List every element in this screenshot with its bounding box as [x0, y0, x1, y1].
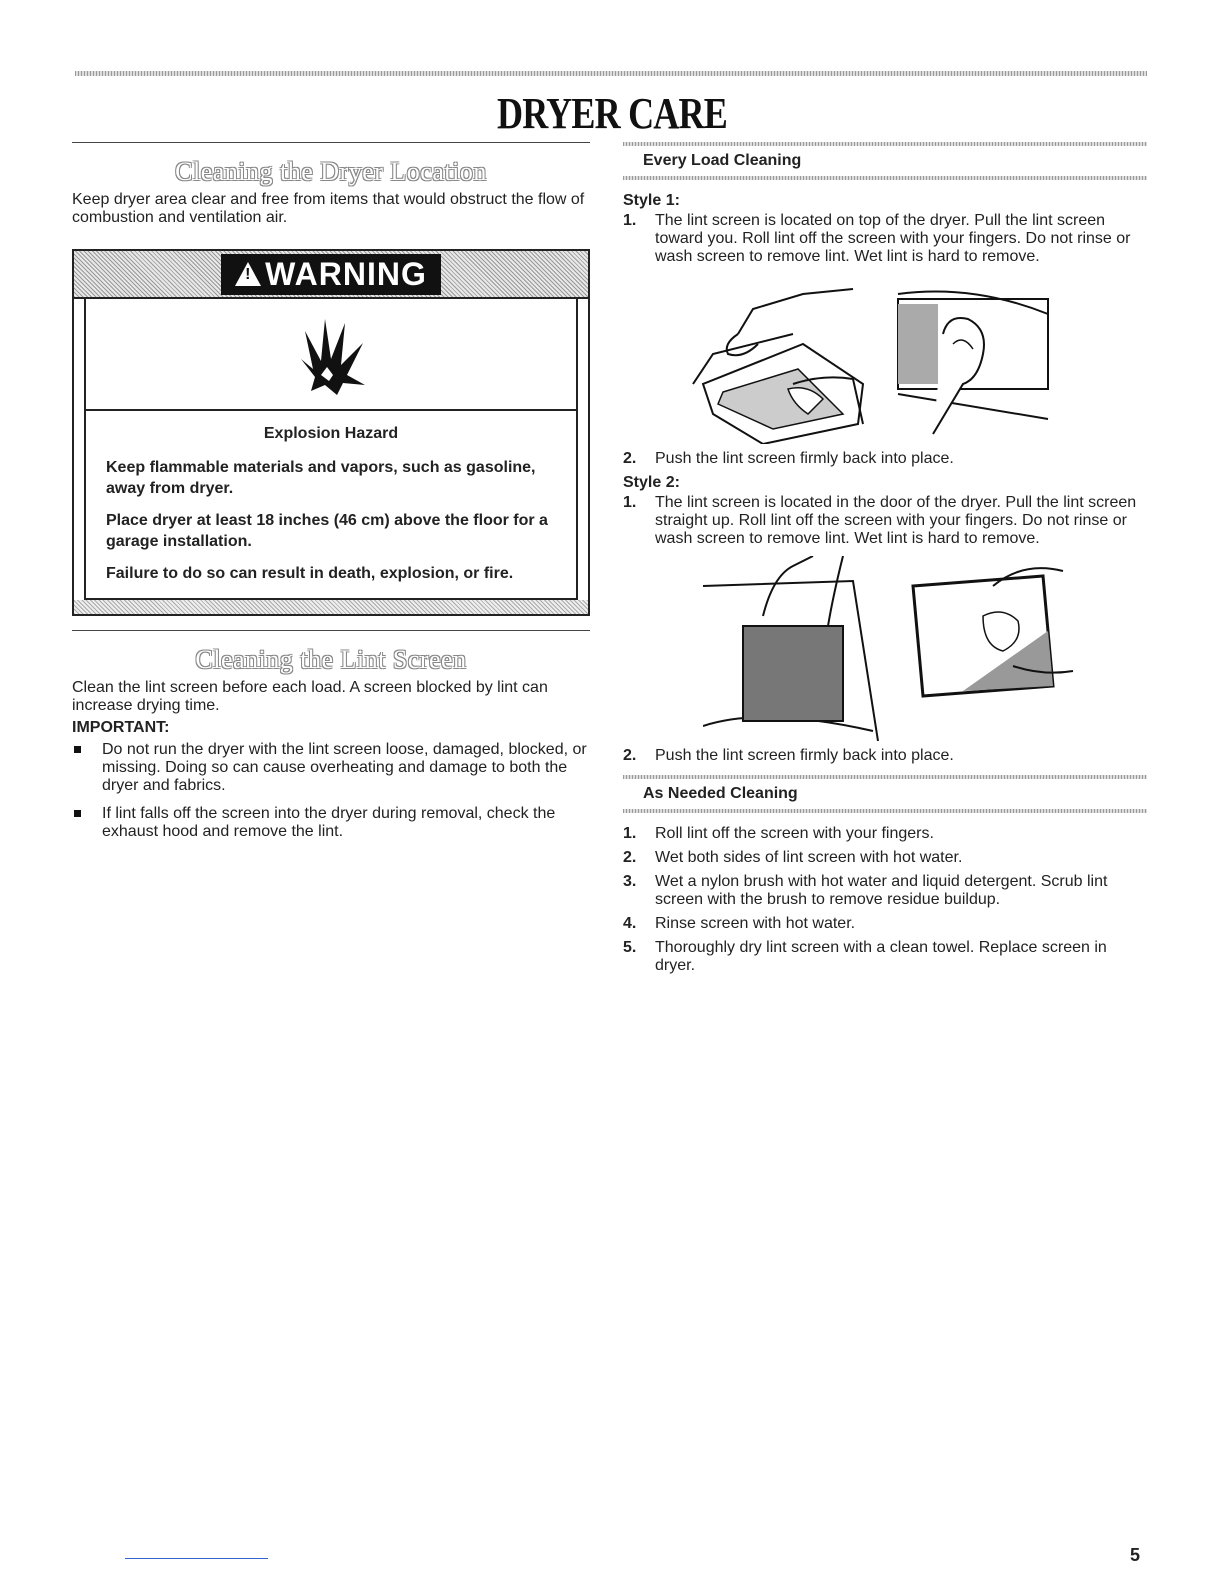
- list-item: 1. Roll lint off the screen with your fingers.: [623, 825, 934, 842]
- warning-line: Failure to do so can result in death, explosion, or fire.: [106, 565, 514, 582]
- style2-steps-cont: [623, 747, 1147, 765]
- warning-label: WARNING: [265, 255, 427, 292]
- subsection-rule: [623, 176, 1147, 180]
- page-title: DRYER CARE: [496, 89, 728, 138]
- as-needed-heading: As Needed Cleaning: [643, 785, 798, 802]
- style1-label: Style 1:: [623, 192, 680, 209]
- style2-steps: [623, 494, 1147, 548]
- location-heading: Cleaning the Dryer Location: [175, 157, 487, 186]
- list-item: 2. Push the lint screen firmly back into place.: [623, 747, 954, 764]
- lint-screen-clean-illustration: [903, 556, 1083, 716]
- warning-box: [72, 249, 590, 616]
- list-item: 1. The lint screen is located in the door of the dryer. Pull the lint screen straight up. Roll lint off the screen with your fingers. Do not rinse or wash screen to remove lint. Wet lint is hard to remove.: [623, 494, 1137, 547]
- as-needed-steps: [623, 825, 1147, 975]
- lint-bullets: [72, 741, 590, 841]
- list-item: 2. Push the lint screen firmly back into place.: [623, 450, 954, 467]
- important-label: IMPORTANT:: [72, 719, 170, 736]
- style1-illustrations: [683, 274, 1147, 444]
- top-rule: [75, 71, 1147, 76]
- subsection-rule: [623, 809, 1147, 813]
- lint-heading: Cleaning the Lint Screen: [195, 645, 467, 674]
- lint-screen-roll-illustration: [893, 274, 1053, 444]
- page-number: 5: [1130, 1545, 1141, 1565]
- list-item: 4. Rinse screen with hot water.: [623, 915, 856, 932]
- list-item: If lint falls off the screen into the dryer during removal, check the exhaust hood and remove the lint.: [72, 805, 590, 841]
- warning-triangle-icon: !: [235, 262, 261, 286]
- warning-header: [74, 251, 588, 299]
- lint-screen-top-illustration: [683, 274, 873, 444]
- explosion-icon: [291, 309, 371, 399]
- section-rule: [72, 630, 590, 631]
- left-column: [72, 142, 590, 851]
- lint-screen-door-illustration: [703, 556, 883, 741]
- footer-line: [125, 1558, 268, 1559]
- style2-label: Style 2:: [623, 474, 680, 491]
- warning-body: [84, 411, 578, 600]
- lint-text: Clean the lint screen before each load. A screen blocked by lint can increase drying time.: [72, 679, 548, 714]
- style2-illustrations: [703, 556, 1147, 741]
- list-item: 3. Wet a nylon brush with hot water and liquid detergent. Scrub lint screen with the brush to remove residue buildup.: [623, 873, 1108, 908]
- list-item: 5. Thoroughly dry lint screen with a clean towel. Replace screen in dryer.: [623, 939, 1107, 974]
- right-column: [623, 142, 1147, 981]
- location-text: Keep dryer area clear and free from items that would obstruct the flow of combustion and ventilation air.: [72, 191, 585, 226]
- warning-line: Place dryer at least 18 inches (46 cm) above the floor for a garage installation.: [106, 512, 548, 550]
- section-rule: [72, 142, 590, 143]
- list-item: 2. Wet both sides of lint screen with hot water.: [623, 849, 963, 866]
- explosion-icon-area: [84, 299, 578, 411]
- hazard-title: Explosion Hazard: [263, 425, 399, 442]
- style1-steps-cont: [623, 450, 1147, 468]
- list-item: 1. The lint screen is located on top of the dryer. Pull the lint screen toward you. Roll lint off the screen with your fingers. Do not rinse or wash screen to remove lint. Wet lint is hard to remove.: [623, 212, 1131, 265]
- every-load-heading: Every Load Cleaning: [643, 152, 802, 169]
- list-item: Do not run the dryer with the lint screen loose, damaged, blocked, or missing. Doing so can cause overheating and damage to both the dryer and fabrics.: [72, 741, 590, 795]
- style1-steps: [623, 212, 1147, 266]
- warning-line: Keep flammable materials and vapors, such as gasoline, away from dryer.: [106, 459, 536, 497]
